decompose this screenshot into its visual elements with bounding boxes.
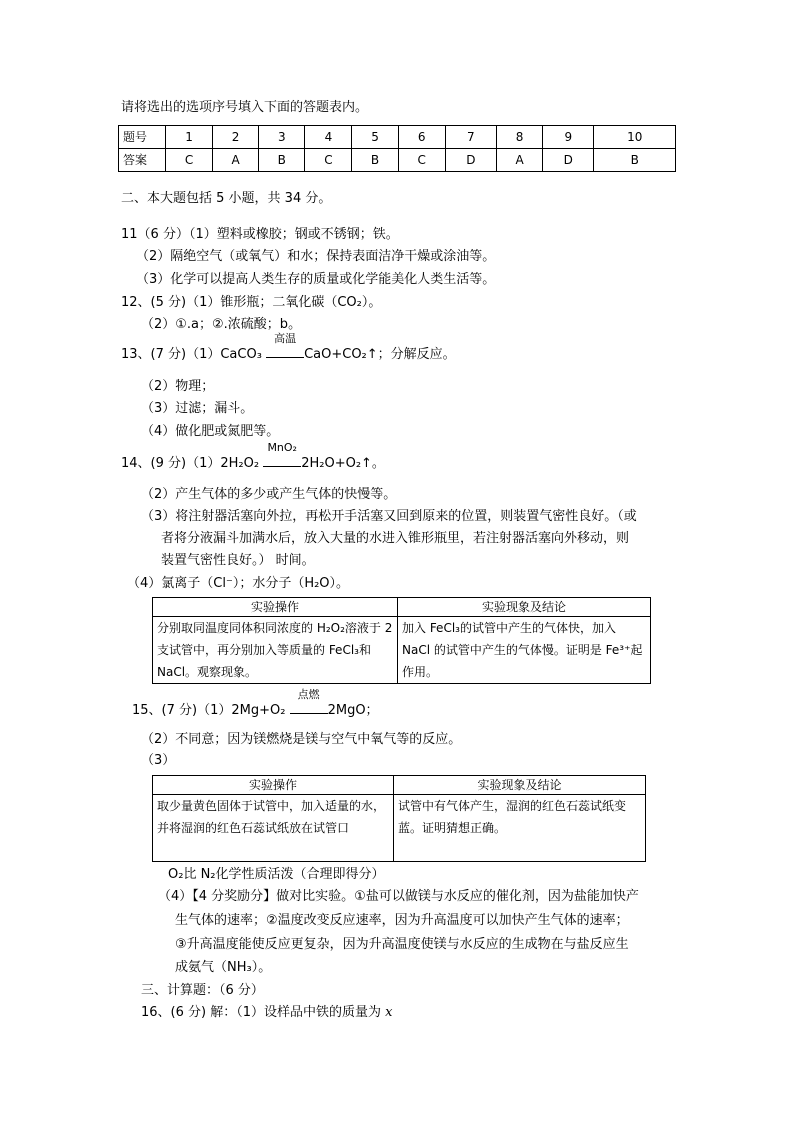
q15-line1	[132, 688, 379, 720]
intro-text: 请将选出的选项序号填入下面的答题表内。	[121, 100, 369, 115]
q11-line3: （3）化学可以提高人类生存的质量或化学能美化人类生活等。	[136, 272, 496, 287]
q15-line4c: ③升高温度能使反应更复杂，因为升高温度使镁与水反应的生成物在与盐反应生	[175, 937, 629, 952]
answer-cell: B	[352, 149, 398, 172]
q13-equation-right: CaO+CO₂↑；分解反应。	[304, 347, 456, 362]
q14-line3c: 装置气密性良好。） 时间。	[161, 553, 315, 568]
q13-line2: （2）物理；	[141, 379, 215, 394]
number-cell: 8	[496, 126, 542, 149]
q15-table-header-operation: 实验操作	[153, 776, 394, 795]
answer-cell: D	[445, 149, 496, 172]
q11-line2: （2）隔绝空气（或氧气）和水；保持表面洁净干燥或涂油等。	[136, 249, 496, 264]
q12-line2: （2）①.a；②.浓硫酸；b。	[141, 317, 302, 332]
q13-line4: （4）做化肥或氮肥等。	[141, 424, 280, 439]
answer-cell: C	[305, 149, 352, 172]
q11-line1: 11（6 分）（1）塑料或橡胶；钢或不锈钢；铁。	[121, 227, 399, 242]
q14-line4: （4）氯离子（Cl⁻）；水分子（H₂O）。	[127, 576, 350, 591]
answer-cell: C	[166, 149, 213, 172]
q14-line3a: （3）将注射器活塞向外拉，再松开手活塞又回到原来的位置，则装置气密性良好。（或	[141, 509, 637, 524]
q15-table-header-result: 实验现象及结论	[394, 776, 646, 795]
q15-reaction-condition	[290, 688, 328, 720]
q15-experiment-table	[152, 775, 646, 862]
section2-title: 二、本大题包括 5 小题，共 34 分。	[121, 191, 332, 206]
q15-condition-label: 点燃	[297, 688, 320, 701]
q15-table-operation-cell: 取少量黄色固体于试管中，加入适量的水，并将湿润的红色石蕊试纸放在试管口	[153, 795, 394, 862]
q14-equation-left: 14、(9 分)（1）2H₂O₂	[121, 456, 260, 471]
q14-equation-right: 2H₂O+O₂↑。	[301, 456, 385, 471]
number-cell: 6	[398, 126, 445, 149]
q13-line3: （3）过滤；漏斗。	[141, 401, 254, 416]
q15-after-table: O₂比 N₂化学性质活泼（合理即得分）	[168, 867, 385, 882]
number-cell: 4	[305, 126, 352, 149]
q14-line1	[121, 441, 385, 473]
number-cell: 9	[543, 126, 594, 149]
answer-cell: A	[213, 149, 259, 172]
number-cell: 7	[445, 126, 496, 149]
q14-table-operation-cell: 分别取同温度同体积同浓度的 H₂O₂溶液于 2 支试管中，再分别加入等质量的 FeCl₃和 NaCl。观察现象。	[153, 617, 398, 684]
q14-experiment-table	[152, 597, 651, 684]
number-cell: 10	[594, 126, 676, 149]
q15-equation-left: 15、(7 分)（1）2Mg+O₂	[132, 703, 286, 718]
q13-line1	[121, 332, 456, 364]
q15-line4a: （4）【4 分奖励分】做对比实验。①盐可以做镁与水反应的催化剂，因为盐能加快产	[158, 889, 639, 904]
number-cell: 3	[259, 126, 305, 149]
answer-cell: D	[543, 149, 594, 172]
q12-line1: 12、(5 分)（1）锥形瓶；二氧化碳（CO₂）。	[121, 295, 382, 310]
q15-line3: （3）	[141, 753, 176, 768]
number-cell: 1	[166, 126, 213, 149]
section3-title: 三、计算题：（6 分）	[141, 983, 264, 998]
q14-reaction-condition	[263, 441, 301, 473]
q15-equation-right: 2MgO；	[327, 703, 379, 718]
number-cell: 2	[213, 126, 259, 149]
q14-table-header-operation: 实验操作	[153, 598, 398, 617]
q16-variable: x	[385, 1005, 393, 1020]
q13-reaction-condition	[266, 332, 304, 364]
q13-equation-left: 13、(7 分)（1）CaCO₃	[121, 347, 262, 362]
row-label-answer: 答案	[119, 149, 166, 172]
q16-text: 16、(6 分) 解：（1）设样品中铁的质量为	[141, 1005, 386, 1020]
q14-table-header-result: 实验现象及结论	[398, 598, 651, 617]
answer-cell: B	[259, 149, 305, 172]
row-label-number: 题号	[119, 126, 166, 149]
answer-cell: C	[398, 149, 445, 172]
q14-line3b: 者将分液漏斗加满水后，放入大量的水进入锥形瓶里，若注射器活塞向外移动，则	[161, 531, 630, 546]
q15-line4b: 生气体的速率；②温度改变反应速率，因为升高温度可以加快产生气体的速率；	[175, 913, 629, 928]
q13-condition-label: 高温	[274, 332, 297, 345]
answer-table	[118, 125, 676, 172]
q14-condition-label: MnO₂	[267, 441, 297, 454]
answer-cell: A	[496, 149, 542, 172]
q15-line4d: 成氨气（NH₃）。	[175, 960, 272, 975]
q14-line2: （2）产生气体的多少或产生气体的快慢等。	[141, 487, 397, 502]
q16-line1	[141, 1004, 392, 1022]
answer-table-answer-row	[119, 149, 676, 172]
number-cell: 5	[352, 126, 398, 149]
q14-table-result-cell: 加入 FeCl₃的试管中产生的气体快，加入 NaCl 的试管中产生的气体慢。证明是 Fe³⁺起作用。	[398, 617, 651, 684]
answer-table-number-row	[119, 126, 676, 149]
q15-line2: （2）不同意；因为镁燃烧是镁与空气中氧气等的反应。	[141, 732, 462, 747]
q15-table-result-cell: 试管中有气体产生，湿润的红色石蕊试纸变蓝。证明猜想正确。	[394, 795, 646, 862]
answer-cell: B	[594, 149, 676, 172]
